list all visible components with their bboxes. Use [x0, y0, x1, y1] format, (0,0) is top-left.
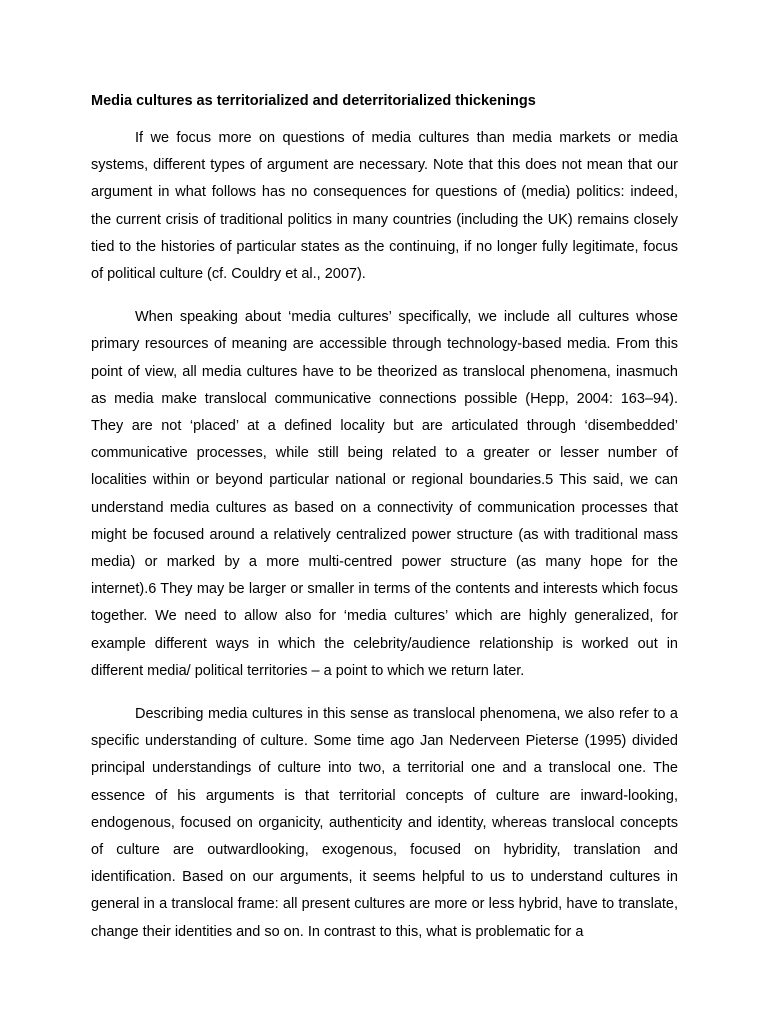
document-page [91, 88, 678, 962]
section-heading: Media cultures as territorialized and deterritorialized thickenings [91, 93, 536, 109]
paragraph-2: When speaking about ‘media cultures’ specifically, we include all cultures whose primary resources of meaning are accessible through technology-based media. From this point of view, all media cultures have to be theorized as translocal phenomena, inasmuch as media make translocal communicative connections possible (Hepp, 2004: 163–94). They are not ‘placed’ at a defined locality but are articulated through ‘disembedded’ communicative processes, while still being related to a greater or lesser number of localities within or beyond particular national or regional boundaries.5 This said, we can understand media cultures as based on a connectivity of communication processes that might be focused around a relatively centralized power structure (as with traditional mass media) or marked by a more multi-centred power structure (as many hope for the internet).6 They may be larger or smaller in terms of the contents and interests which focus together. We need to allow also for ‘media cultures’ which are highly generalized, for example different ways in which the celebrity/audience relationship is worked out in different media/ political territories – a point to which we return later. [91, 309, 678, 679]
paragraph-1: If we focus more on questions of media cultures than media markets or media systems, different types of argument are necessary. Note that this does not mean that our argument in what follows has no consequences for questions of (media) politics: indeed, the current crisis of traditional politics in many countries (including the UK) remains closely tied to the histories of particular states as the continuing, if no longer fully legitimate, focus of political culture (cf. Couldry et al., 2007). [91, 130, 678, 283]
paragraph-3: Describing media cultures in this sense as translocal phenomena, we also refer to a specific understanding of culture. Some time ago Jan Nederveen Pieterse (1995) divided principal understandings of culture into two, a territorial one and a translocal one. The essence of his arguments is that territorial concepts of culture are inward-looking, endogenous, focused on organicity, authenticity and identity, whereas translocal concepts of culture are outwardlooking, exogenous, focused on hybridity, translation and identification. Based on our arguments, it seems helpful to us to understand cultures in general in a translocal frame: all present cultures are more or less hybrid, have to translate, change their identities and so on. In contrast to this, what is problematic for a [91, 706, 678, 940]
